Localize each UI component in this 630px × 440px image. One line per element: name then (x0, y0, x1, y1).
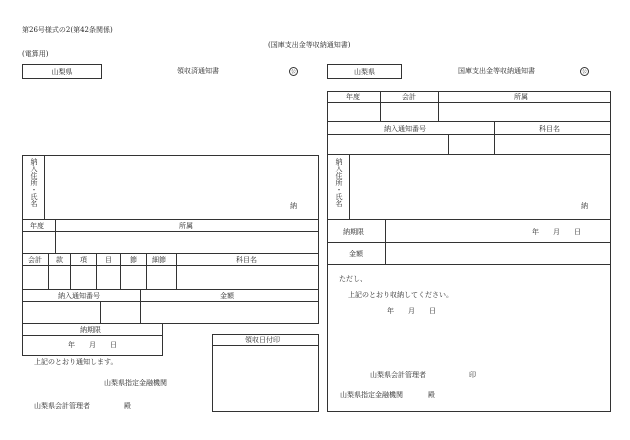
left-honorific: 殿 (124, 402, 131, 410)
left-subject-header: 科目名 (236, 256, 257, 264)
right-title: 国庫支出金等収納通知書 (458, 67, 535, 75)
right-due-date: 年 月 日 (532, 228, 581, 236)
right-prefecture: 山梨県 (354, 68, 375, 76)
right-prefecture-box (327, 64, 402, 79)
left-amount-header: 金額 (220, 292, 234, 300)
right-honorific: 殿 (428, 391, 435, 399)
left-payer-box (22, 155, 319, 220)
right-payer-suffix: 納 (581, 202, 588, 210)
left-account-header: 会計 (28, 256, 42, 264)
left-moku-header: 目 (105, 256, 112, 264)
right-dept-header: 所属 (514, 93, 528, 101)
right-row1-blank (327, 103, 611, 122)
right-seal: 印 (469, 371, 476, 379)
left-setsu-header: 節 (130, 256, 137, 264)
right-note-date: 年 月 日 (387, 307, 436, 315)
left-receipt-stamp-label: 領収日付印 (245, 336, 280, 344)
left-notice-text: 上記のとおり通知します。 (34, 358, 118, 366)
left-kan-header: 款 (56, 256, 63, 264)
form-title: (国庫支出金等収納通知書) (268, 41, 351, 49)
left-payer-label: 納入住所・氏名 (30, 158, 38, 207)
left-row2-header (22, 254, 319, 266)
right-amount-label: 金額 (349, 250, 363, 258)
left-payer-suffix: 納 (290, 202, 297, 210)
left-row2-blank (22, 266, 319, 290)
right-row2-blank (327, 135, 611, 155)
right-note-box (327, 265, 611, 412)
right-row2-header (327, 122, 611, 135)
left-bank: 山梨県指定金融機関 (104, 379, 167, 387)
right-official-stamp-icon: 公 (581, 69, 587, 75)
left-row3-blank (22, 302, 319, 324)
left-official-stamp-icon: 公 (290, 69, 296, 75)
left-year-header: 年度 (30, 222, 44, 230)
right-payer-box (327, 155, 611, 220)
left-saisetsu-header: 細節 (152, 256, 166, 264)
right-year-header: 年度 (346, 93, 360, 101)
right-due-label: 納期限 (343, 228, 364, 236)
right-bank: 山梨県指定金融機関 (340, 391, 403, 399)
right-subject-header: 科目名 (539, 125, 560, 133)
left-notice-no-header: 納入通知番号 (58, 292, 100, 300)
left-due-date: 年 月 日 (68, 341, 117, 349)
left-dept-header: 所属 (179, 222, 193, 230)
left-prefecture-box (22, 64, 102, 79)
left-prefecture: 山梨県 (51, 68, 73, 76)
left-title: 領収済通知書 (177, 67, 219, 75)
right-notice-no-header: 納入通知番号 (384, 125, 426, 133)
right-note1: ただし、 (339, 275, 367, 283)
right-manager: 山梨県会計管理者 (370, 371, 426, 379)
form-number: 第26号様式の2(第42条関係) (22, 26, 113, 34)
left-kou-header: 項 (80, 256, 87, 264)
right-row1-header (327, 91, 611, 103)
right-payer-label: 納入住所・氏名 (335, 158, 343, 207)
right-amount-row (327, 243, 611, 265)
left-manager: 山梨県会計管理者 (34, 402, 90, 410)
right-account-header: 会計 (402, 93, 416, 101)
usage-note: (電算用) (22, 50, 49, 58)
left-row1 (22, 220, 319, 232)
right-note2: 上記のとおり収納してください。 (348, 291, 453, 299)
left-due-label: 納期限 (80, 326, 101, 334)
left-row1-blank (22, 232, 319, 254)
